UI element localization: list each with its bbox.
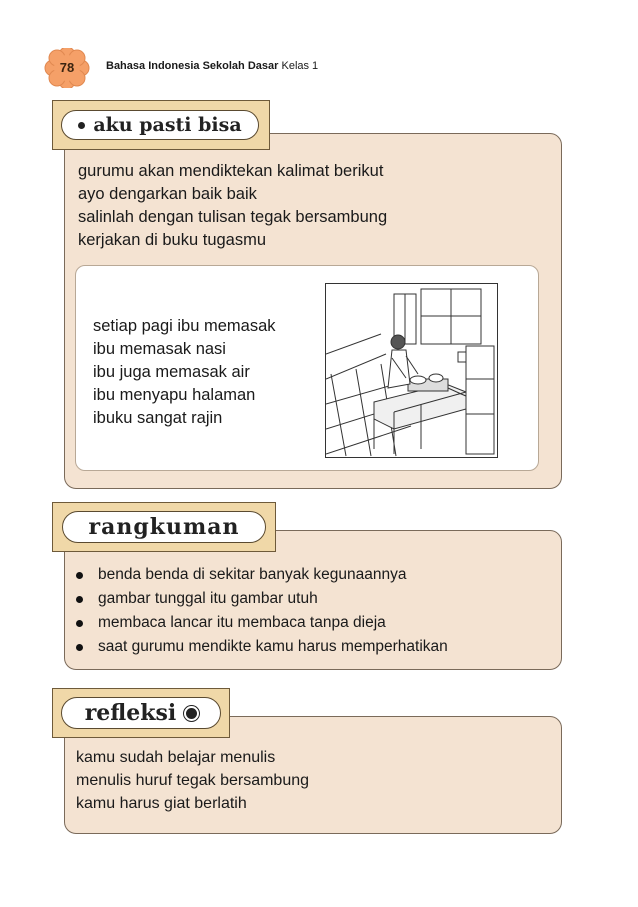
list-item [76,635,448,659]
reflection-title: refleksi [84,700,177,726]
list-item [76,563,448,587]
list-item [76,611,448,635]
page-number: 78 [59,60,75,75]
bullet-icon [76,596,83,603]
reflection-title-pill [61,697,221,729]
book-title: Bahasa Indonesia Sekolah Dasar [106,60,279,72]
bullet-icon [76,644,83,651]
summary-title-pill [62,511,266,543]
instruction-line: kerjakan di buku tugasmu [78,231,267,249]
bullet-icon [78,122,85,129]
running-header [106,60,318,72]
dictation-line: ibu juga memasak air [93,363,250,381]
bullet-icon [76,572,83,579]
summary-item-text: gambar tunggal itu gambar utuh [98,590,318,607]
dictation-line: setiap pagi ibu memasak [93,317,276,335]
summary-list [76,563,448,659]
list-item [76,587,448,611]
instruction-line: gurumu akan mendiktekan kalimat berikut [78,162,384,180]
reflection-tab [52,688,230,738]
dictation-sentences [93,315,276,430]
reflection-line: kamu harus giat berlatih [76,795,247,812]
dictation-line: ibu menyapu halaman [93,386,256,404]
bullet-icon [76,620,83,627]
instruction-line: ayo dengarkan baik baik [78,185,257,203]
dictation-line: ibu memasak nasi [93,340,226,358]
reflection-text [76,746,309,815]
bullet-icon [186,708,197,719]
activity-title: aku pasti bisa [93,114,242,136]
activity-tab [52,100,270,150]
summary-item-text: membaca lancar itu membaca tanpa dieja [98,614,386,631]
instruction-line: salinlah dengan tulisan tegak bersambung [78,208,388,226]
kitchen-cooking-illustration [325,283,498,458]
activity-instructions [78,160,387,252]
summary-item-text: benda benda di sekitar banyak kegunaannya [98,566,407,583]
grade-label: Kelas 1 [281,60,319,72]
reflection-line: kamu sudah belajar menulis [76,749,276,766]
kitchen-illustration-icon [326,284,497,457]
page-number-badge [44,48,90,88]
summary-tab [52,502,276,552]
summary-item-text: saat gurumu mendikte kamu harus memperhatikan [98,638,448,655]
activity-title-pill [61,110,259,140]
reflection-line: menulis huruf tegak bersambung [76,772,310,789]
summary-title: rangkuman [88,514,240,540]
dictation-line: ibuku sangat rajin [93,409,223,427]
